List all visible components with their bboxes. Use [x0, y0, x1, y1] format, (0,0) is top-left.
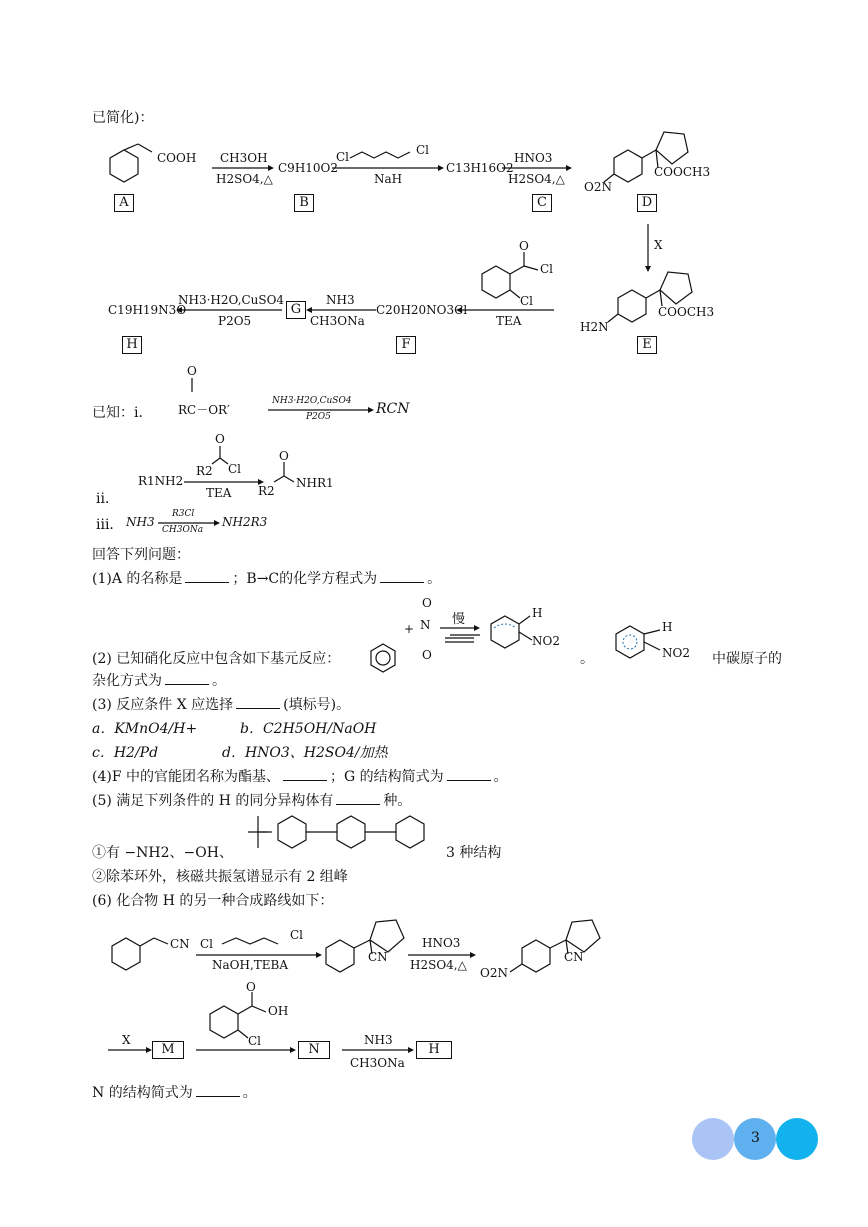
box-M: M — [152, 1041, 184, 1059]
known-ii-r2: R2 — [196, 464, 213, 478]
r2-reagent-bottom: NaH — [374, 172, 403, 186]
r2-reagent-cl-left: Cl — [336, 150, 350, 164]
D-ester: COOCH3 — [654, 165, 711, 179]
known-iii-product: NH2R3 — [222, 515, 268, 529]
acid-oh: OH — [268, 1004, 289, 1018]
s3-cn: CN — [564, 950, 584, 964]
known-ii-label: ii． — [96, 491, 119, 507]
route-x: X — [122, 1033, 131, 1047]
intro-text: 已简化)： — [92, 110, 154, 126]
known-ii-reactant: R1NH2 — [138, 474, 184, 488]
known-ii-prod-o: O — [279, 449, 289, 463]
label-E: E — [637, 336, 657, 354]
question-5: (5) 满足下列条件的 H 的同分异构体有 种。 — [92, 793, 412, 809]
known-label: 已知：i． — [92, 405, 153, 421]
label-G: G — [286, 301, 306, 319]
question-2-cont: 杂化方式为 。 — [92, 673, 226, 689]
known-iii-left: NH3 — [126, 515, 155, 529]
question-4: (4)F 中的官能团名称为酯基、 ；G 的结构简式为 。 — [92, 769, 508, 785]
A-substituent: COOH — [157, 151, 197, 165]
E-ester: COOCH3 — [658, 305, 715, 319]
condition-2: ②除苯环外，核磁共振氢谱显示有 2 组峰 — [92, 869, 348, 885]
option-b: b．C2H5OH/NaOH — [240, 721, 377, 737]
D-nitro: O2N — [584, 180, 612, 194]
answer-blank[interactable] — [165, 672, 209, 685]
known-iii-label: iii． — [96, 517, 124, 533]
s3-nitro: O2N — [480, 966, 508, 980]
label-C: C — [532, 194, 552, 212]
question-3: (3) 反应条件 X 应选择 (填标号)。 — [92, 697, 351, 713]
known-ii-cl: Cl — [228, 462, 242, 476]
s2-top: HNO3 — [422, 936, 461, 950]
question-6: (6) 化合物 H 的另一种合成路线如下： — [92, 893, 334, 909]
known-ii-prod-n: NHR1 — [296, 476, 334, 490]
q2-h: H — [532, 606, 543, 620]
known-ii-tea: TEA — [206, 486, 232, 500]
E-amine: H2N — [580, 320, 609, 334]
acyl-cl: Cl — [540, 262, 554, 276]
q2-o-bottom: O — [422, 648, 432, 662]
reagent-X: X — [654, 238, 663, 252]
known-i-product: RCN — [376, 401, 410, 417]
page-decor-circle — [776, 1118, 818, 1160]
B-formula: C9H10O2 — [278, 161, 339, 175]
condition-1-end: 3 种结构 — [446, 845, 502, 861]
known-iii-top: R3Cl — [172, 509, 195, 519]
s1-bottom: NaOH,TEBA — [212, 958, 289, 972]
label-H: H — [122, 336, 142, 354]
acid-o: O — [246, 980, 256, 994]
answer-blank[interactable] — [447, 768, 491, 781]
answer-blank[interactable] — [336, 792, 380, 805]
r3-reagent-top: HNO3 — [514, 151, 553, 165]
question-6-n: N 的结构简式为 。 — [92, 1085, 257, 1101]
r5-reagent-top: NH3·H2O,CuSO4 — [178, 293, 285, 307]
s4-bottom: CH3ONa — [350, 1056, 405, 1070]
C-formula: C13H16O2 — [446, 161, 514, 175]
q2-no2-2: NO2 — [662, 646, 690, 660]
q2-o-top: O — [422, 596, 432, 610]
plus-sign: + — [404, 622, 415, 636]
page-number: 3 — [751, 1130, 760, 1146]
r2-reagent-cl-right: Cl — [416, 143, 430, 157]
s2-cn: CN — [368, 950, 388, 964]
r4-reagent-top: NH3 — [326, 293, 355, 307]
s1-cn: CN — [170, 937, 190, 951]
q2-tail: 中碳原子的 — [712, 651, 782, 667]
r4-reagent-bottom: CH3ONa — [310, 314, 365, 328]
r1-reagent-bottom: H2SO4,△ — [216, 172, 273, 186]
answer-blank[interactable] — [236, 696, 280, 709]
acyl-o: O — [519, 239, 529, 253]
known-i-top: NH3·H2O,CuSO4 — [272, 396, 352, 406]
box-N: N — [298, 1041, 330, 1059]
label-A: A — [114, 194, 134, 212]
answer-blank[interactable] — [380, 570, 424, 583]
known-i-ester: RC－OR′ — [178, 403, 230, 417]
q2-n: N — [420, 618, 431, 632]
r3-reagent-bottom: H2SO4,△ — [508, 172, 565, 186]
s4-top: NH3 — [364, 1033, 393, 1047]
label-B: B — [294, 194, 314, 212]
known-ii-o: O — [215, 432, 225, 446]
q2-period: 。 — [580, 651, 594, 667]
question-1: (1)A 的名称是 ；B→C的化学方程式为 。 — [92, 571, 442, 587]
questions-lead: 回答下列问题： — [92, 547, 190, 563]
known-ii-prod-r2: R2 — [258, 484, 275, 498]
known-iii-bottom: CH3ONa — [162, 525, 204, 535]
question-2: (2) 已知硝化反应中包含如下基元反应： — [92, 651, 341, 667]
q2-h2: H — [662, 620, 673, 634]
q2-slow: 慢 — [452, 612, 466, 627]
option-c: c．H2/Pd — [92, 745, 159, 761]
option-d: d．HNO3、H2SO4/加热 — [222, 745, 388, 761]
H-formula: C19H19N3O — [108, 303, 187, 317]
label-F: F — [396, 336, 416, 354]
answer-blank[interactable] — [283, 768, 327, 781]
known-i-o: O — [187, 364, 197, 378]
r5-reagent-bottom: P2O5 — [218, 314, 252, 328]
box-H: H — [416, 1041, 452, 1059]
s2-bottom: H2SO4,△ — [410, 958, 467, 972]
s1-cl-right: Cl — [290, 928, 304, 942]
s1-cl-left: Cl — [200, 937, 214, 951]
answer-blank[interactable] — [196, 1084, 240, 1097]
answer-blank[interactable] — [185, 570, 229, 583]
page-decor-circle — [692, 1118, 734, 1160]
q2-no2: NO2 — [532, 634, 560, 648]
option-a: a．KMnO4/H+ — [92, 721, 198, 737]
tea-label: TEA — [496, 314, 522, 328]
label-D: D — [637, 194, 657, 212]
F-formula: C20H20NO3Cl — [376, 303, 468, 317]
known-i-bottom: P2O5 — [306, 412, 331, 422]
acid-cl: Cl — [248, 1034, 262, 1048]
r1-reagent-top: CH3OH — [220, 151, 268, 165]
ring-cl: Cl — [520, 294, 534, 308]
condition-1: ①有 −NH2、−OH、 — [92, 845, 233, 861]
